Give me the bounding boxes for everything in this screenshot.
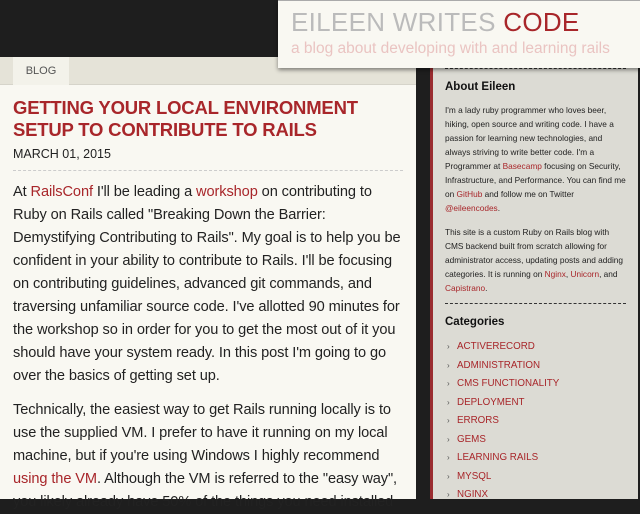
category-link[interactable]: NGINX <box>457 489 489 500</box>
divider <box>445 303 626 304</box>
workshop-link[interactable]: workshop <box>196 184 258 200</box>
text: and follow me on Twitter <box>482 189 574 199</box>
tab-blog[interactable]: BLOG <box>13 57 69 85</box>
post-body <box>13 181 403 514</box>
site-header <box>278 0 640 68</box>
chevron-right-icon: › <box>447 360 450 370</box>
site-tagline: a blog about developing with and learning rails <box>291 40 610 57</box>
unicorn-link[interactable]: Unicorn <box>570 269 600 279</box>
title-light: EILEEN WRITES <box>291 7 504 37</box>
category-item <box>445 468 626 487</box>
sidebar <box>433 57 638 499</box>
twitter-link[interactable]: @eileencodes <box>445 203 498 213</box>
category-link[interactable]: ERRORS <box>457 415 499 426</box>
paragraph <box>13 399 403 514</box>
using-vm-link[interactable]: using the VM <box>13 471 97 487</box>
post <box>0 85 416 510</box>
site-text <box>445 225 626 295</box>
post-title: GETTING YOUR LOCAL ENVIRONMENT SETUP TO CONTRIBUTE TO RAILS <box>13 97 358 140</box>
category-link[interactable]: ACTIVERECORD <box>457 341 535 352</box>
category-item <box>445 486 626 505</box>
categories-list <box>445 338 626 505</box>
about-text <box>445 103 626 215</box>
category-link[interactable]: MYSQL <box>457 470 492 482</box>
chevron-right-icon: › <box>447 471 450 481</box>
chevron-right-icon: › <box>447 490 450 499</box>
basecamp-link[interactable]: Basecamp <box>502 161 542 171</box>
text: I'm a lady ruby programmer who loves beer, hiking, open source and writing code. I have a passion for learning new technologies, and always striving to write better code. I'm a Programmer at <box>445 105 614 171</box>
category-item <box>445 394 626 413</box>
chevron-right-icon: › <box>447 342 450 351</box>
railsconf-link[interactable]: RailsConf <box>30 184 93 200</box>
divider <box>445 68 626 69</box>
category-link[interactable]: GEMS <box>457 433 486 445</box>
category-item <box>445 412 626 431</box>
text: . <box>485 283 488 293</box>
nginx-link[interactable]: Nginx <box>544 269 566 279</box>
text: , and <box>599 269 618 279</box>
about-title: About Eileen <box>445 81 516 93</box>
text: on contributing to Ruby on Rails called "Breaking Down the Barrier: Demystifying Contributing to Rails". My goal is to help you be confident in your ability to contribute to Rails. I'll be focusing on contributing guidelines, advanced git commands, and traversing unfamiliar source code. I've allotted 90 minutes for the workshop so in order for you to get the most out of it you should have your system ready. In this post I'm going to go over the basics of getting set up. <box>13 184 401 384</box>
paragraph <box>13 181 403 388</box>
chevron-right-icon: › <box>447 416 450 425</box>
chevron-right-icon: › <box>447 379 450 388</box>
capistrano-link[interactable]: Capistrano <box>445 283 486 293</box>
category-item <box>445 357 626 376</box>
text: At <box>13 184 31 200</box>
github-link[interactable]: GitHub <box>456 189 483 199</box>
categories-title: Categories <box>445 316 505 328</box>
text: . <box>497 203 501 213</box>
post-date: MARCH 01, 2015 <box>13 147 403 171</box>
category-link[interactable]: LEARNING RAILS <box>457 452 539 463</box>
title-accent: CODE <box>503 7 580 37</box>
chevron-right-icon: › <box>447 453 450 462</box>
text: focusing on Security, Infrastructure, and Performance. You can find me on <box>445 161 626 199</box>
category-link[interactable]: DEPLOYMENT <box>457 396 525 408</box>
text: This site is a custom Ruby on Rails blog with CMS backend built from scratch allowing for administrator access, updating posts and adding categories. It is running on <box>445 227 624 279</box>
category-item <box>445 449 626 468</box>
text: , <box>565 269 571 279</box>
text: . Although the VM is referred to the "easy way", you likely already have 50% of the things you need installed <box>13 471 398 510</box>
chevron-right-icon: › <box>447 434 450 444</box>
text: Technically, the easiest way to get Rails running locally is to use the supplied VM. I prefer to have it running on my local machine, but if you're using Windows I highly recommend <box>13 402 391 464</box>
chevron-right-icon: › <box>447 397 450 407</box>
category-item <box>445 431 626 450</box>
category-item <box>445 375 626 394</box>
category-item <box>445 338 626 357</box>
category-link[interactable]: ADMINISTRATION <box>457 359 541 371</box>
category-link[interactable]: CMS FUNCTIONALITY <box>457 378 560 389</box>
site-title[interactable] <box>291 7 580 37</box>
text: I'll be leading a <box>92 184 197 200</box>
